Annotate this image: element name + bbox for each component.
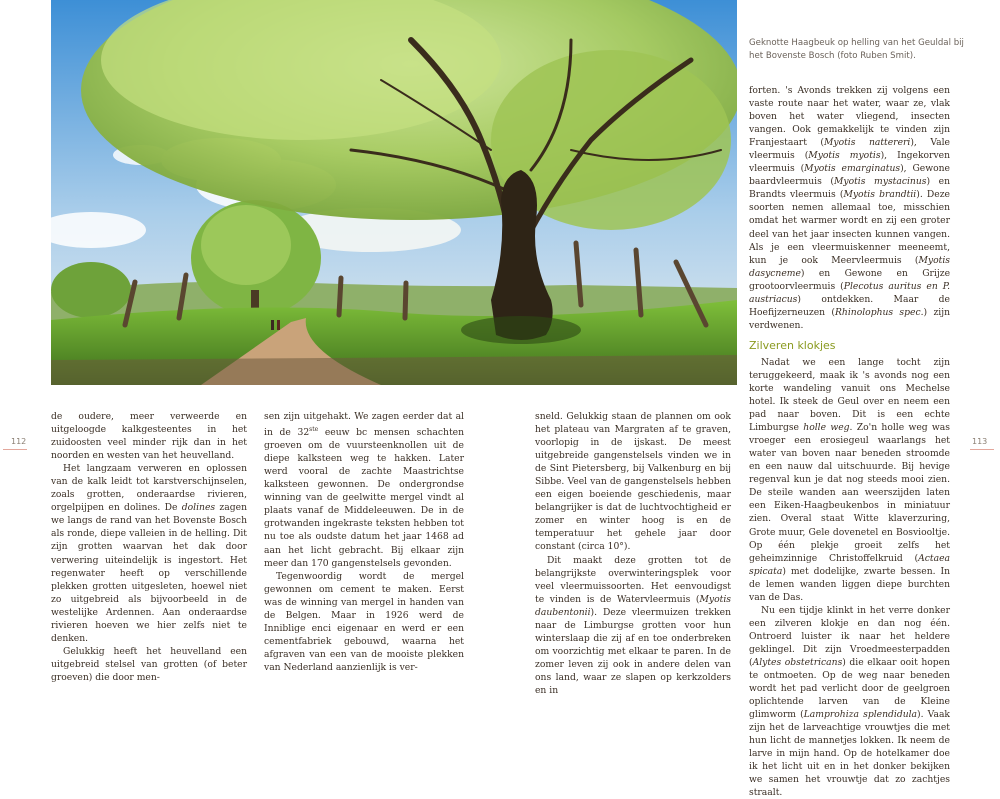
folio-rule-right [970, 449, 994, 450]
paragraph: Het langzaam verweren en oplossen van de kalk leidt tot karstverschijnselen, zoals grotten, onderaardse rivieren, orgelpijpen en dolines. De dolines zagen we langs de rand van het Bovenste Bosch als ronde, diepe valleien in de helling. Dit zijn grotten waarvan het dak door verwering uiteindelijk is ingestort. Het regenwater heeft op verschillende plekken grotten uitgesleten, hoewel niet zo uitgebreid als bijvoorbeeld in de westelijke Ardennen. Aan onderaardse rivieren hoeven we hier zelfs niet te denken. [51, 463, 247, 644]
paragraph: sen zijn uitgehakt. We zagen eerder dat al in de 32ste eeuw bc mensen schachten groeven om de vuursteenknollen uit de diepe kalksteen weg te hakken. Later werd vooral de zachte Maastrichtse kalksteen gewonnen. De ondergrondse winning van de geelwitte mergel vindt al plaats vanaf de Middeleeuwen. De in de grotwanden ingekraste teksten hebben tot nu toe als oudste datum het jaar 1468 ad aan het licht gebracht. Bij elkaar zijn meer dan 170 gangenstelsels gevonden. [264, 411, 464, 569]
text-column-2 [264, 410, 464, 674]
text-column-3 [535, 410, 731, 697]
page-number-left: 112 [11, 437, 27, 446]
photo-caption: Geknotte Haagbeuk op helling van het Geuldal bij het Bovenste Bosch (foto Ruben Smit). [749, 38, 964, 61]
page-number-right: 113 [972, 437, 988, 446]
paragraph: sneld. Gelukkig staan de plannen om ook het plateau van Margraten af te graven, voorlopig in de ijskast. De meest uitgebreide gangenstelsels vinden we in de Sint Pietersberg, bij Valkenburg en bij Sibbe. Veel van de gangenstelsels hebben een eigen boeiende geschiedenis, maar belangrijker is dat de luchtvochtigheid er zomer en winter hoog is en de temperatuur het gehele jaar door constant (circa 10°). [535, 411, 731, 553]
paragraph: Tegenwoordig wordt de mergel gewonnen om cement te maken. Eerst was de winning van mergel in handen van de Belgen. Maar in 1926 werd de Inniblige enci eigenaar en werd er een cementfabriek gebouwd, waarna het afgraven van een van de mooiste plekken van Nederland aanzienlijk is ver- [264, 570, 464, 673]
text-column-1 [51, 410, 247, 684]
paragraph: de oudere, meer verweerde en uitgeloogde kalkgesteentes in het zuidoosten veel minder rijk dan in het noorden en westen van het heuvelland. [51, 411, 247, 462]
text-column-4 [749, 84, 950, 799]
paragraph: Nadat we een lange tocht zijn teruggekeerd, maak ik 's avonds nog een korte wandeling vanuit ons Mechelse hotel. Ik steek de Geul over en neem een pad naar boven. Dit is een echte Limburgse holle weg. Zo'n holle weg was vroeger een erosiegeul waarlangs het water van boven naar beneden stroomde en een nauw dal uitschuurde. Bij hevige regenval kun je dat nog steeds mooi zien. De steile wanden aan weerszijden laten een Eiken-Haagbeukenbos in miniatuur zien. Overal staat Witte klaverzuring, Grote muur, Gele dovenetel en Bosviooltje. Op één plekje groeit zelfs het geheimzinnige Christoffelkruid (Actaea spicata) met dodelijke, zwarte bessen. In de lemen wanden liggen diepe burchten van de Das. [749, 356, 950, 603]
paragraph: Gelukkig heeft het heuvelland een uitgebreid stelsel van grotten (of beter groeven) die door men- [51, 645, 247, 683]
paragraph: forten. 's Avonds trekken zij volgens een vaste route naar het water, waar ze, vlak boven het water vliegend, insecten vangen. Ook gemakkelijk te vinden zijn Franjestaart (Myotis nattereri), Vale vleermuis (Myotis myotis), Ingekorven vleermuis (Myotis emarginatus), Gewone baardvleermuis (Myotis mystacinus) en Brandts vleermuis (Myotis brandtii). Deze soorten nemen allemaal toe, misschien omdat het warmer wordt en zij een groter deel van het jaar insecten kunnen vangen. Als je een vleermuiskenner meeneemt, kun je ook Meervleermuis (Myotis dasycneme) en Gewone en Grijze grootoorvleermuis (Plecotus auritus en P. austriacus) ontdekken. Maar de Hoefijzerneuzen (Rhinolophus spec.) zijn verdwenen. [749, 85, 950, 331]
paragraph: Dit maakt deze grotten tot de belangrijkste overwinteringsplek voor veel vleermuissoorten. Het eenvoudigst te vinden is de Watervleermuis (Myotis daubentonii). Deze vleermuizen trekken naar de Limburgse grotten voor hun winterslaap die zij af en toe onderbreken om voorzichtig met elkaar te paren. In de zomer leven zij ook in andere delen van ons land, waar ze slapen op kerkzolders en in [535, 554, 731, 696]
paragraph: Nu een tijdje klinkt in het verre donker een zilveren klokje en dan nog één. Ontroerd luister ik naar het heldere geklingel. Dit zijn Vroedmeesterpadden (Alytes obstetricans) die elkaar ooit hopen te ontmoeten. Op de weg naar beneden wordt het pad verlicht door de geelgroen oplichtende larven van de Kleine glimworm (Lamprohiza splendidula). Vaak zijn het de larveachtige vrouwtjes die met hun licht de mannetjes lokken. Ik neem de larve in mijn hand. Op de hotelkamer doe ik het licht uit en in het donker bekijken we samen het vrouwtje dat zo zachtjes straalt. [749, 604, 950, 799]
folio-rule-left [3, 449, 27, 450]
section-heading: Zilveren klokjes [749, 338, 836, 352]
landscape-photo [51, 0, 737, 385]
